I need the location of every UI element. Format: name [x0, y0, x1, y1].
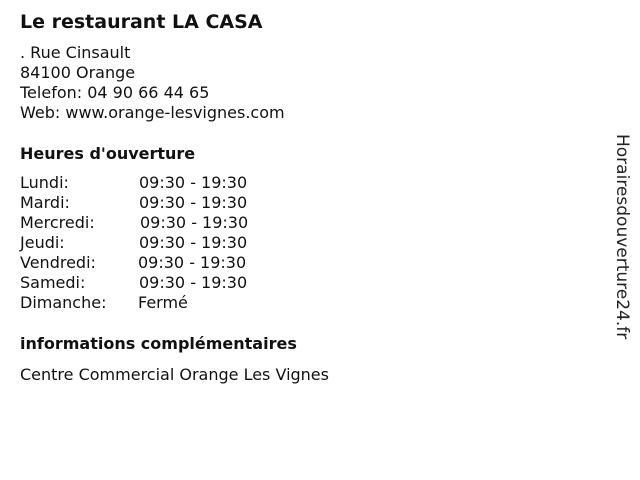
day-label: Mardi:: [20, 193, 70, 212]
hours-value: 09:30 - 19:30: [138, 253, 247, 272]
site-watermark: Horairesdouverture24.fr: [612, 134, 632, 340]
phone-number[interactable]: Telefon: 04 90 66 44 65: [20, 83, 210, 102]
opening-hours-heading: Heures d'ouverture: [20, 144, 196, 163]
hours-row-sunday: [20, 293, 320, 313]
hours-row-tuesday: [20, 193, 320, 213]
hours-value: 09:30 - 19:30: [140, 213, 249, 232]
hours-row-wednesday: [20, 213, 320, 233]
restaurant-title: Le restaurant LA CASA: [20, 11, 263, 33]
address-street: . Rue Cinsault: [20, 43, 131, 62]
day-label: Samedi:: [20, 273, 86, 292]
hours-value: 09:30 - 19:30: [139, 273, 248, 292]
day-label: Mercredi:: [20, 213, 95, 232]
hours-value: Fermé: [138, 293, 188, 312]
day-label: Vendredi:: [20, 253, 96, 272]
hours-value: 09:30 - 19:30: [139, 193, 248, 212]
hours-row-saturday: [20, 273, 320, 293]
additional-info-heading: informations complémentaires: [20, 334, 297, 353]
hours-row-friday: [20, 253, 320, 273]
hours-value: 09:30 - 19:30: [139, 173, 248, 192]
hours-row-monday: [20, 173, 320, 193]
address-city: 84100 Orange: [20, 63, 136, 82]
additional-info-text: Centre Commercial Orange Les Vignes: [20, 365, 329, 384]
hours-row-thursday: [20, 233, 320, 253]
day-label: Jeudi:: [20, 233, 65, 252]
day-label: Dimanche:: [20, 293, 107, 312]
day-label: Lundi:: [20, 173, 69, 192]
hours-value: 09:30 - 19:30: [139, 233, 248, 252]
website-link[interactable]: Web: www.orange-lesvignes.com: [20, 103, 285, 122]
